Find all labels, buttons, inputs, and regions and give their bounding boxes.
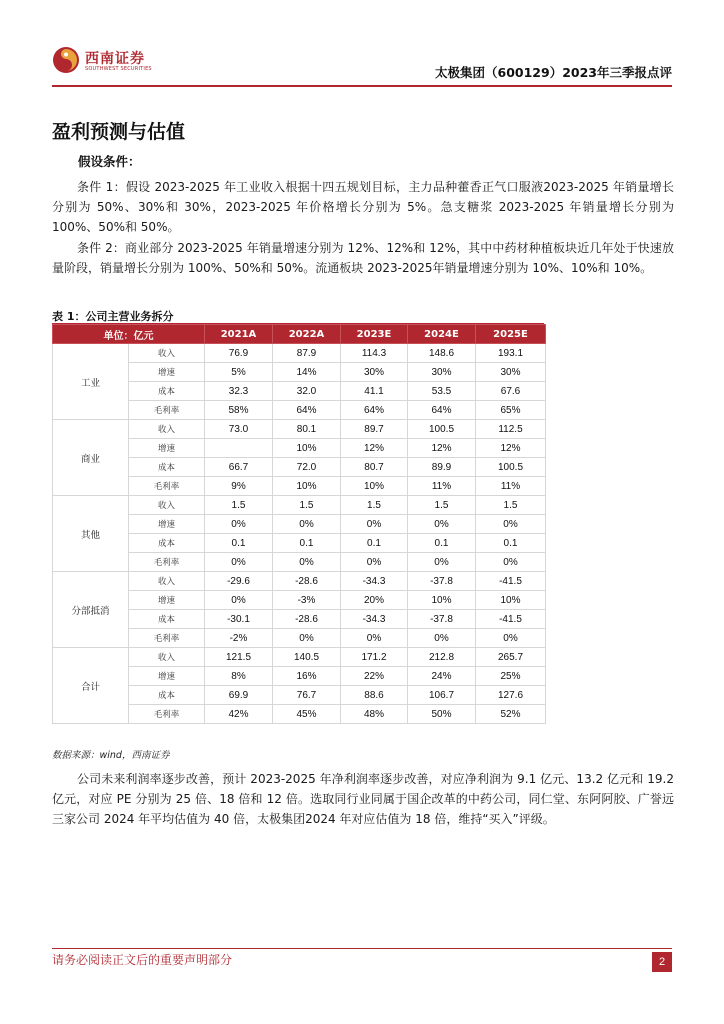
- value-cell: 0%: [205, 591, 273, 610]
- metric-label: 增速: [129, 591, 205, 610]
- value-cell: 0%: [341, 515, 408, 534]
- table-header-row: [53, 325, 546, 344]
- metric-label: 毛利率: [129, 553, 205, 572]
- company-logo: [52, 46, 162, 76]
- value-cell: 0%: [205, 553, 273, 572]
- value-cell: 0%: [341, 629, 408, 648]
- value-cell: 48%: [341, 705, 408, 724]
- value-cell: [205, 439, 273, 458]
- value-cell: 25%: [476, 667, 546, 686]
- value-cell: 76.9: [205, 344, 273, 363]
- assumption-label: 假设条件：: [78, 154, 141, 169]
- valuation-paragraph: 公司未来利润率逐步改善，预计 2023-2025 年净利润率逐步改善，对应净利润为 9.1 亿元、13.2 亿元和 19.2 亿元，对应 PE 分别为 25 倍、18 倍和 12 倍。选取同行业同属于国企改革的中药公司，同仁堂、东阿阿胶、广誉远三家公司 2024 年平均估值为 40 倍，太极集团2024 年对应估值为 18 倍，维持“买入”评级。: [52, 772, 674, 826]
- metric-label: 成本: [129, 610, 205, 629]
- value-cell: 89.9: [408, 458, 476, 477]
- value-cell: -30.1: [205, 610, 273, 629]
- value-cell: 10%: [408, 591, 476, 610]
- value-cell: 30%: [408, 363, 476, 382]
- metric-label: 毛利率: [129, 705, 205, 724]
- value-cell: 0%: [408, 515, 476, 534]
- value-cell: 30%: [476, 363, 546, 382]
- value-cell: 0%: [205, 515, 273, 534]
- metric-label: 成本: [129, 458, 205, 477]
- report-title: 太极集团（600129）2023年三季报点评: [435, 65, 672, 80]
- table-row: [53, 496, 546, 515]
- value-cell: 100.5: [408, 420, 476, 439]
- value-cell: 9%: [205, 477, 273, 496]
- value-cell: 0.1: [476, 534, 546, 553]
- segment-label: 分部抵消: [53, 572, 129, 648]
- value-cell: 112.5: [476, 420, 546, 439]
- metric-label: 毛利率: [129, 477, 205, 496]
- value-cell: 121.5: [205, 648, 273, 667]
- metric-label: 增速: [129, 363, 205, 382]
- value-cell: 80.1: [273, 420, 341, 439]
- value-cell: 0.1: [205, 534, 273, 553]
- value-cell: 12%: [476, 439, 546, 458]
- value-cell: -34.3: [341, 610, 408, 629]
- assumption-paragraph-1: 条件 1：假设 2023-2025 年工业收入根据十四五规划目标，主力品种藿香正气口服液2023-2025 年销量增长分别为 50%、30%和 30%，2023-2025 年价格增长分别为 5%。急支糖浆 2023-2025 年销量增长分别为 100%、50%和 50%。: [52, 180, 674, 234]
- value-cell: -34.3: [341, 572, 408, 591]
- value-cell: -3%: [273, 591, 341, 610]
- value-cell: 64%: [273, 401, 341, 420]
- value-cell: 66.7: [205, 458, 273, 477]
- header-divider: [52, 85, 672, 87]
- value-cell: 88.6: [341, 686, 408, 705]
- value-cell: 41.1: [341, 382, 408, 401]
- logo-text-en: SOUTHWEST SECURITIES: [85, 66, 152, 72]
- value-cell: -41.5: [476, 610, 546, 629]
- value-cell: 1.5: [476, 496, 546, 515]
- value-cell: 106.7: [408, 686, 476, 705]
- value-cell: 22%: [341, 667, 408, 686]
- value-cell: 114.3: [341, 344, 408, 363]
- value-cell: 72.0: [273, 458, 341, 477]
- logo-emblem-icon: [52, 46, 80, 74]
- footer-disclaimer: 请务必阅读正文后的重要声明部分: [52, 953, 233, 967]
- value-cell: 32.3: [205, 382, 273, 401]
- value-cell: 30%: [341, 363, 408, 382]
- value-cell: -28.6: [273, 610, 341, 629]
- value-cell: 171.2: [341, 648, 408, 667]
- value-cell: -41.5: [476, 572, 546, 591]
- value-cell: 11%: [408, 477, 476, 496]
- table-row: [53, 572, 546, 591]
- value-cell: 100.5: [476, 458, 546, 477]
- value-cell: 87.9: [273, 344, 341, 363]
- value-cell: 10%: [476, 591, 546, 610]
- value-cell: 1.5: [341, 496, 408, 515]
- logo-text-cn: 西南证券: [85, 51, 145, 67]
- value-cell: 5%: [205, 363, 273, 382]
- header-unit: 单位：亿元: [53, 325, 205, 344]
- metric-label: 毛利率: [129, 629, 205, 648]
- value-cell: 32.0: [273, 382, 341, 401]
- metric-label: 增速: [129, 667, 205, 686]
- metric-label: 增速: [129, 439, 205, 458]
- value-cell: 0%: [408, 553, 476, 572]
- value-cell: 0%: [476, 629, 546, 648]
- table-row: [53, 648, 546, 667]
- value-cell: 64%: [408, 401, 476, 420]
- segment-label: 工业: [53, 344, 129, 420]
- value-cell: -28.6: [273, 572, 341, 591]
- value-cell: 1.5: [273, 496, 341, 515]
- value-cell: 0%: [476, 515, 546, 534]
- table-row: [53, 344, 546, 363]
- value-cell: 11%: [476, 477, 546, 496]
- value-cell: 0%: [273, 515, 341, 534]
- value-cell: 10%: [341, 477, 408, 496]
- metric-label: 成本: [129, 686, 205, 705]
- header-year: 2023E: [341, 325, 408, 344]
- value-cell: 1.5: [205, 496, 273, 515]
- segment-label: 商业: [53, 420, 129, 496]
- value-cell: 24%: [408, 667, 476, 686]
- value-cell: 45%: [273, 705, 341, 724]
- value-cell: 52%: [476, 705, 546, 724]
- value-cell: 67.6: [476, 382, 546, 401]
- value-cell: 65%: [476, 401, 546, 420]
- value-cell: -2%: [205, 629, 273, 648]
- value-cell: -37.8: [408, 572, 476, 591]
- value-cell: 1.5: [408, 496, 476, 515]
- value-cell: 10%: [273, 477, 341, 496]
- value-cell: 89.7: [341, 420, 408, 439]
- value-cell: 50%: [408, 705, 476, 724]
- metric-label: 收入: [129, 420, 205, 439]
- table-row: [53, 420, 546, 439]
- value-cell: 53.5: [408, 382, 476, 401]
- footer-divider: [52, 948, 672, 949]
- value-cell: 58%: [205, 401, 273, 420]
- value-cell: 12%: [408, 439, 476, 458]
- header-year: 2024E: [408, 325, 476, 344]
- value-cell: -29.6: [205, 572, 273, 591]
- value-cell: 20%: [341, 591, 408, 610]
- value-cell: 8%: [205, 667, 273, 686]
- segment-label: 其他: [53, 496, 129, 572]
- value-cell: 0%: [476, 553, 546, 572]
- page-number: 2: [652, 952, 672, 972]
- value-cell: 148.6: [408, 344, 476, 363]
- value-cell: 0%: [273, 553, 341, 572]
- metric-label: 收入: [129, 648, 205, 667]
- value-cell: 10%: [273, 439, 341, 458]
- header-year: 2025E: [476, 325, 546, 344]
- metric-label: 成本: [129, 382, 205, 401]
- value-cell: 80.7: [341, 458, 408, 477]
- value-cell: 265.7: [476, 648, 546, 667]
- value-cell: 212.8: [408, 648, 476, 667]
- assumption-paragraph-2: 条件 2：商业部分 2023-2025 年销量增速分别为 12%、12%和 12%，其中中药材种植板块近几年处于快速放量阶段，销量增长分别为 100%、50%和 50%。流通板块 2023-2025年销量增速分别为 10%、10%和 10%。: [52, 241, 674, 275]
- business-breakdown-table: [52, 324, 546, 724]
- value-cell: 76.7: [273, 686, 341, 705]
- value-cell: -37.8: [408, 610, 476, 629]
- table-source: 数据来源：wind，西南证券: [52, 750, 170, 761]
- metric-label: 收入: [129, 572, 205, 591]
- value-cell: 0%: [273, 629, 341, 648]
- value-cell: 12%: [341, 439, 408, 458]
- header-year: 2021A: [205, 325, 273, 344]
- value-cell: 0%: [408, 629, 476, 648]
- table-caption: 表 1：公司主营业务拆分: [52, 310, 174, 323]
- header-year: 2022A: [273, 325, 341, 344]
- value-cell: 14%: [273, 363, 341, 382]
- value-cell: 42%: [205, 705, 273, 724]
- value-cell: 127.6: [476, 686, 546, 705]
- value-cell: 0%: [341, 553, 408, 572]
- metric-label: 成本: [129, 534, 205, 553]
- value-cell: 0.1: [273, 534, 341, 553]
- value-cell: 0.1: [408, 534, 476, 553]
- value-cell: 0.1: [341, 534, 408, 553]
- metric-label: 收入: [129, 344, 205, 363]
- value-cell: 64%: [341, 401, 408, 420]
- metric-label: 毛利率: [129, 401, 205, 420]
- section-title: 盈利预测与估值: [52, 121, 186, 143]
- value-cell: 16%: [273, 667, 341, 686]
- value-cell: 69.9: [205, 686, 273, 705]
- metric-label: 增速: [129, 515, 205, 534]
- segment-label: 合计: [53, 648, 129, 724]
- value-cell: 73.0: [205, 420, 273, 439]
- value-cell: 140.5: [273, 648, 341, 667]
- value-cell: 193.1: [476, 344, 546, 363]
- metric-label: 收入: [129, 496, 205, 515]
